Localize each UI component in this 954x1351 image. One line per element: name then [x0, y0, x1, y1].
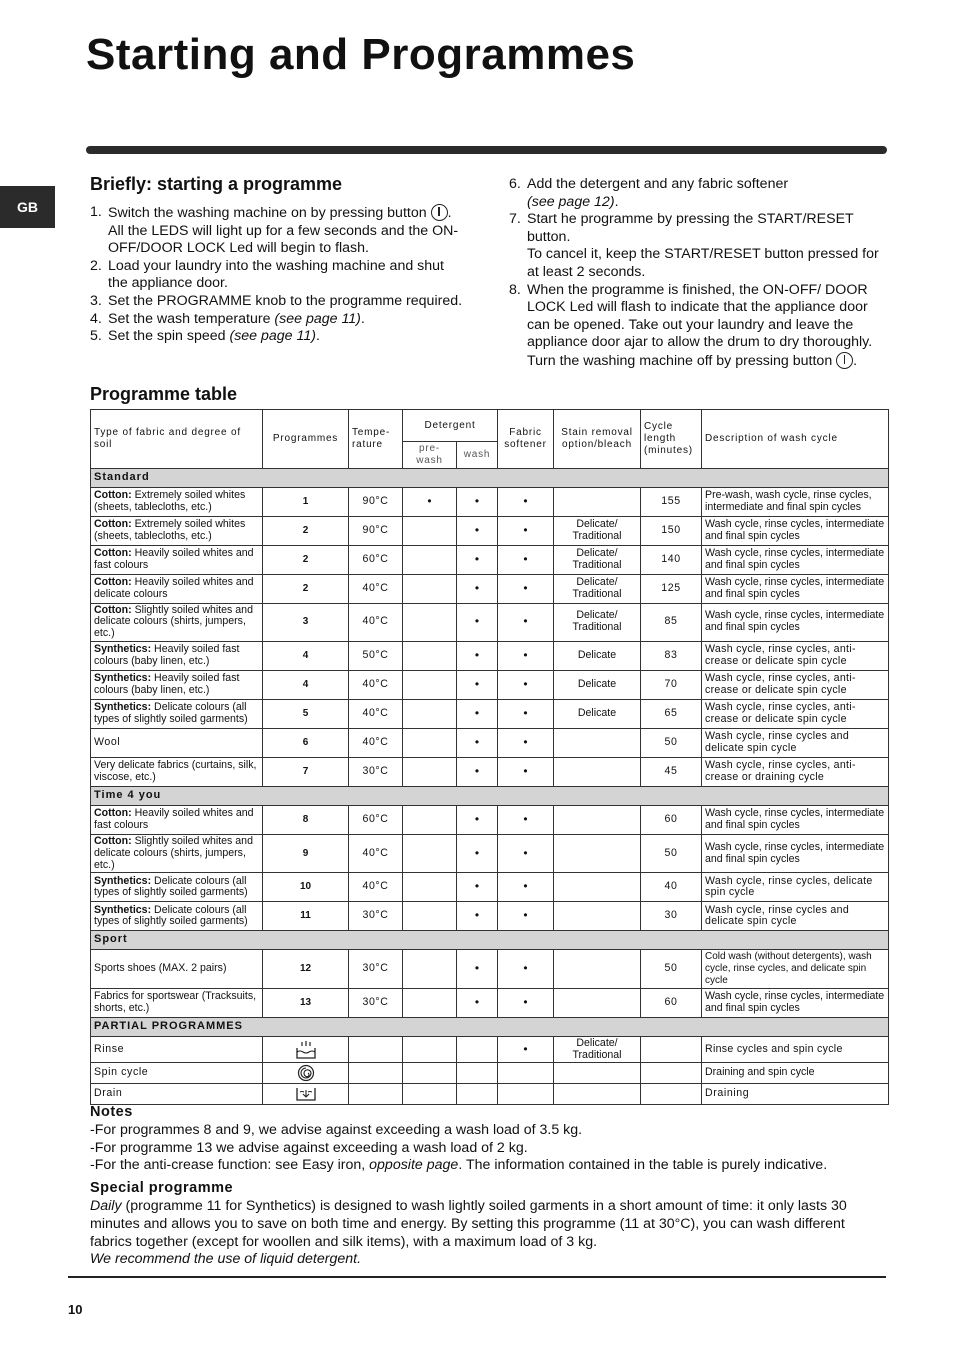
special-programme-recommendation: We recommend the use of liquid detergent. [90, 1251, 362, 1268]
briefly-heading: Briefly: starting a programme [90, 174, 343, 194]
col-header-softener: Fabric softener [498, 410, 554, 469]
table-row: Synthetics: Delicate colours (all types of slightly soiled garments) 10 40°C • • 40 Wash cycle, rinse cycles, delicate spin cycle [91, 873, 889, 902]
table-row: Cotton: Slightly soiled whites and delicate colours (shirts, jumpers, etc.) 9 40°C • • 50 Wash cycle, rinse cycles, intermediate and final spin cycles [91, 834, 889, 872]
table-row: Drain Draining [91, 1084, 889, 1105]
col-header-description: Description of wash cycle [702, 410, 889, 469]
programme-table [90, 409, 889, 1105]
step-item: 1. Switch the washing machine on by pressing button . All the LEDS will light up for a few seconds and the ON-OFF/DOOR LOCK Led will begin to flash. [90, 204, 459, 257]
notes-section [90, 1104, 890, 1269]
table-row: Cotton: Heavily soiled whites and fast colours 8 60°C • • 60 Wash cycle, rinse cycles, intermediate and final spin cycles [91, 805, 889, 834]
table-row: Synthetics: Delicate colours (all types of slightly soiled garments) 5 40°C • • Delicate 65 Wash cycle, rinse cycles, anti-crease or delicate spin cycle [91, 699, 889, 728]
special-programme-heading: Special programme [90, 1180, 234, 1197]
note-line: -For programmes 8 and 9, we advise against exceeding a wash load of 3.5 kg. [90, 1121, 583, 1138]
step-item: 5. Set the spin speed (see page 11). [90, 328, 320, 345]
section-sport: Sport [91, 931, 889, 950]
steps-list-right [509, 176, 883, 371]
title-divider [86, 146, 887, 154]
drain-icon [263, 1084, 349, 1105]
special-programme-body: Daily (programme 11 for Synthetics) is designed to wash lightly soiled garments in a short amount of time: it only lasts 30 minutes and allows you to save on both time and energy. By setting this programme (11 at 30°C), you can wash different fabrics together (except for woollen and silk items), with a maximum load of 3 kg. [90, 1197, 847, 1250]
language-tab: GB [0, 186, 55, 228]
table-row: Synthetics: Heavily soiled fast colours (baby linen, etc.) 4 50°C • • Delicate 83 Wash cycle, rinse cycles, anti-crease or delicate spin cycle [91, 641, 889, 670]
table-row: Cotton: Heavily soiled whites and delicate colours 2 40°C • • Delicate/ Traditional 125 Wash cycle, rinse cycles, intermediate and final spin cycles [91, 574, 889, 603]
table-row: Cotton: Heavily soiled whites and fast colours 2 60°C • • Delicate/ Traditional 140 Wash cycle, rinse cycles, intermediate and final spin cycles [91, 545, 889, 574]
table-row: Very delicate fabrics (curtains, silk, viscose, etc.) 7 30°C • • 45 Wash cycle, rinse cycles, anti-crease or draining cycle [91, 757, 889, 786]
steps-list-left [90, 204, 464, 346]
notes-heading: Notes [90, 1104, 133, 1120]
section-time-4-you: Time 4 you [91, 786, 889, 805]
step-item: 2. Load your laundry into the washing machine and shut the appliance door. [90, 257, 444, 292]
table-row: Cotton: Extremely soiled whites (sheets, tablecloths, etc.) 1 90°C • • • 155 Pre-wash, wash cycle, rinse cycles, intermediate and final spin cycles [91, 487, 889, 516]
power-button-icon [431, 204, 448, 221]
table-row: Cotton: Extremely soiled whites (sheets, tablecloths, etc.) 2 90°C • • Delicate/ Traditional 150 Wash cycle, rinse cycles, intermediate and final spin cycles [91, 516, 889, 545]
col-header-programmes: Programmes [263, 410, 349, 469]
step-item: 8. When the programme is finished, the ON-OFF/ DOOR LOCK Led will flash to indicate that the appliance door can be opened. Take out your laundry and leave the appliance door ajar to allow the drum to dry thoroughly. Turn the washing machine off by pressing button . [509, 281, 873, 369]
table-row: Wool 6 40°C • • 50 Wash cycle, rinse cycles and delicate spin cycle [91, 728, 889, 757]
step-item: 7. Start he programme by pressing the START/RESET button. To cancel it, keep the START/RESET button pressed for at least 2 seconds. [509, 211, 879, 280]
step-item: 3. Set the PROGRAMME knob to the programme required. [90, 292, 463, 309]
spin-icon [263, 1063, 349, 1084]
col-header-stain: Stain removal option/bleach [554, 410, 641, 469]
table-row: Synthetics: Heavily soiled fast colours (baby linen, etc.) 4 40°C • • Delicate 70 Wash cycle, rinse cycles, anti-crease or delicate spin cycle [91, 670, 889, 699]
col-header-wash: wash [457, 442, 498, 469]
col-header-cycle-length: Cycle length (minutes) [641, 410, 702, 469]
programme-table-heading: Programme table [90, 384, 238, 404]
col-header-prewash: pre- wash [403, 442, 457, 469]
col-header-type: Type of fabric and degree of soil [91, 410, 263, 469]
page-number: 10 [68, 1302, 83, 1317]
table-row: Synthetics: Delicate colours (all types of slightly soiled garments) 11 30°C • • 30 Wash cycle, rinse cycles and delicate spin cycle [91, 902, 889, 931]
table-row: Cotton: Slightly soiled whites and delicate colours (shirts, jumpers, etc.) 3 40°C • • Delicate/ Traditional 85 Wash cycle, rinse cycles, intermediate and final spin cycles [91, 603, 889, 641]
step-item: 6. Add the detergent and any fabric softener (see page 12). [509, 176, 789, 210]
table-row: Spin cycle Draining and spin cycle [91, 1063, 889, 1084]
section-partial-programmes: PARTIAL PROGRAMMES [91, 1017, 889, 1036]
table-row: Rinse • Delicate/ Traditional Rinse cycles and spin cycle [91, 1036, 889, 1063]
rinse-icon [263, 1036, 349, 1063]
col-header-detergent: Detergent [403, 410, 498, 442]
power-button-icon [836, 352, 853, 369]
section-standard: Standard [91, 468, 889, 487]
table-row: Sports shoes (MAX. 2 pairs) 12 30°C • • 50 Cold wash (without detergents), wash cycle, rinse cycles, and delicate spin cycle [91, 950, 889, 988]
step-item: 4. Set the wash temperature (see page 11). [90, 310, 365, 327]
table-row: Fabrics for sportswear (Tracksuits, shorts, etc.) 13 30°C • • 60 Wash cycle, rinse cycles, intermediate and final spin cycles [91, 988, 889, 1017]
col-header-temperature: Tempe- rature [349, 410, 403, 469]
footer-divider [68, 1276, 886, 1278]
note-line: -For the anti-crease function: see Easy iron, opposite page. The information contained in the table is purely indicative. [90, 1157, 828, 1174]
page-title: Starting and Programmes [86, 30, 636, 79]
note-line: -For programme 13 we advise against exceeding a wash load of 2 kg. [90, 1139, 528, 1156]
